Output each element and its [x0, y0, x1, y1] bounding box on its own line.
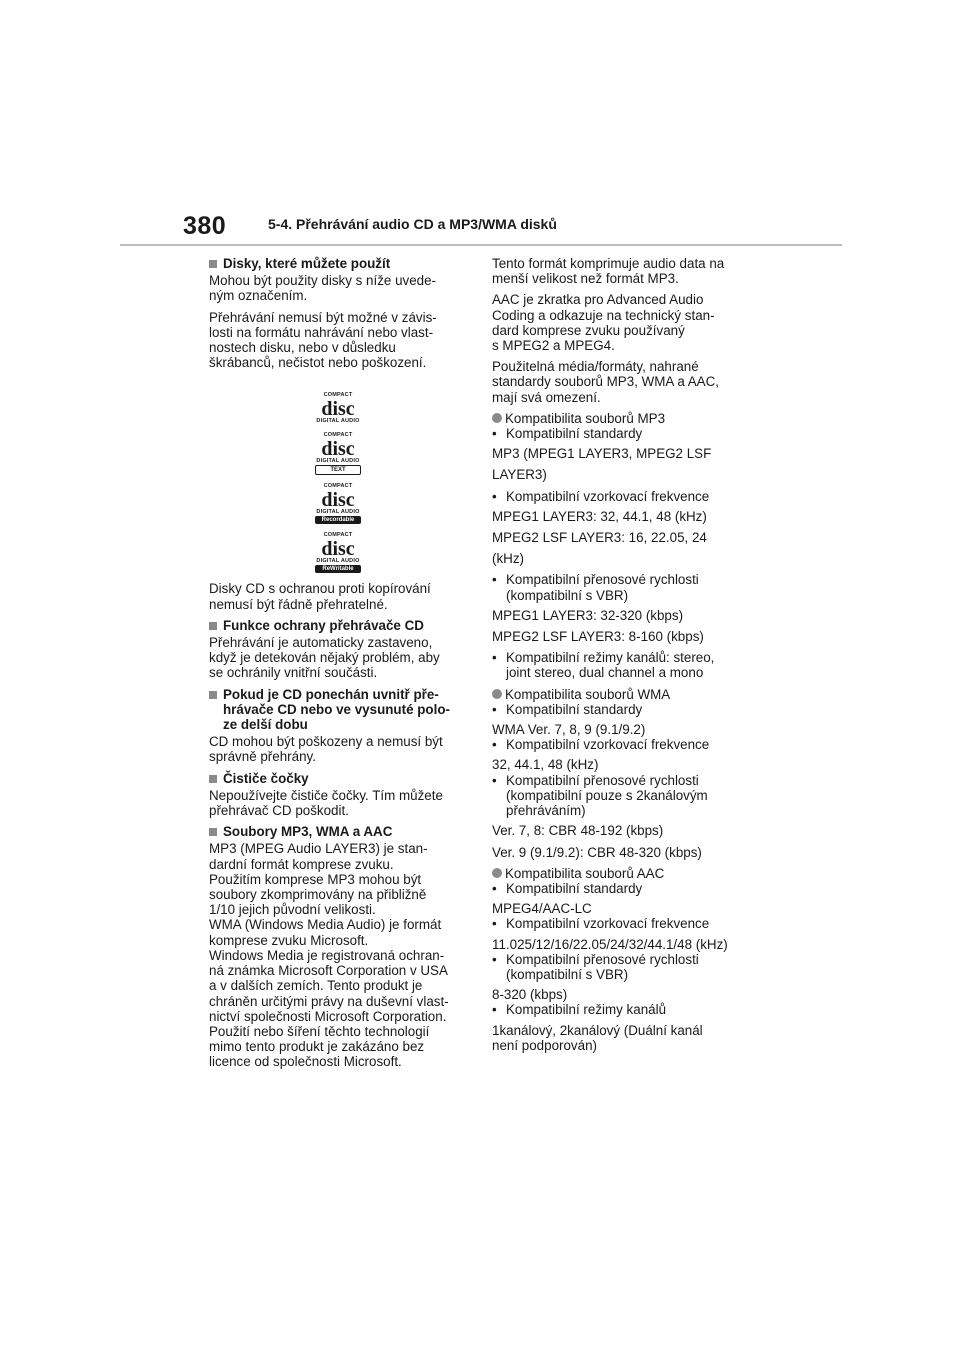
list-item: • Kompatibilní přenosové rychlosti (kompatibilní pouze s 2kanálovým přehráváním) — [492, 772, 708, 819]
value-text: WMA Ver. 7, 8, 9 (9.1/9.2) — [492, 722, 646, 738]
paragraph: CD mohou být poškozeny a nemusí být správně přehrány. — [209, 734, 443, 765]
list-item: • Kompatibilní přenosové rychlosti (kompatibilní s VBR) — [492, 951, 699, 982]
compact-disc-rewritable-logo: COMPACT disc DIGITAL AUDIO ReWritable — [316, 532, 360, 573]
compact-disc-recordable-logo: COMPACT disc DIGITAL AUDIO Recordable — [316, 483, 360, 524]
square-bullet-icon — [209, 828, 217, 836]
list-item: • Kompatibilní vzorkovací frekvence — [492, 488, 710, 504]
list-item: • Kompatibilní přenosové rychlosti (kompatibilní s VBR) — [492, 572, 699, 603]
heading-cd-protection: Funkce ochrany přehrávače CD — [209, 618, 469, 633]
value-text: LAYER3) — [492, 467, 547, 483]
aac-compatibility-heading: Kompatibilita souborů AAC — [492, 866, 754, 881]
disc-wordmark-icon — [315, 438, 361, 458]
value-text: (kHz) — [492, 551, 524, 567]
paragraph: Mohou být použity disky s níže uvede- ným označením. — [209, 273, 437, 304]
heading-lens-cleaners: Čističe čočky — [209, 771, 469, 786]
disc-logos — [315, 392, 469, 573]
list-item: • Kompatibilní standardy — [492, 880, 643, 896]
heading-cd-left-inside: Pokud je CD ponechán uvnitř pře- hrávače CD nebo ve vysunuté polo- ze delší dobu — [209, 687, 469, 733]
value-text: 32, 44.1, 48 (kHz) — [492, 757, 599, 773]
right-column — [492, 256, 754, 1059]
value-text: 1kanálový, 2kanálový (Duální kanál není podporován) — [492, 1022, 703, 1053]
disc-wordmark-icon — [315, 538, 361, 558]
disc-wordmark-icon — [315, 489, 361, 509]
paragraph: Přehrávání nemusí být možné v závis- losti na formátu nahrávání nebo vlast- nostech disku, nebo v důsledku škrábanců, nečistot nebo poškození. — [209, 309, 437, 371]
value-text: Ver. 9 (9.1/9.2): CBR 48-320 (kbps) — [492, 844, 702, 860]
list-item: • Kompatibilní režimy kanálů — [492, 1002, 667, 1018]
paragraph: Nepoužívejte čističe čočky. Tím můžete přehrávač CD poškodit. — [209, 787, 443, 819]
list-item: • Kompatibilní vzorkovací frekvence — [492, 737, 710, 753]
value-text: MPEG2 LSF LAYER3: 8-160 (kbps) — [492, 629, 704, 645]
value-text: MPEG1 LAYER3: 32-320 (kbps) — [492, 607, 684, 623]
paragraph: MP3 (MPEG Audio LAYER3) je stan- dardní formát komprese zvuku. Použitím komprese MP3 mohou být soubory zkomprimovány na přibližně 1/10 jejich původní velikosti. WMA (Windows Media Audio) je formát komprese zvuku Microsoft. Windows Media je registrovaná ochran- ná známka Microsoft Corporation v USA a v dalších zemích. Tento produkt je chráněn určitými právy na duševní vlast- nictví společnosti Microsoft Corporation. Použití nebo šíření těchto technologií mimo tento produkt je zakázáno bez licence od společnosti Microsoft. — [209, 841, 449, 1070]
list-item: • Kompatibilní standardy — [492, 426, 643, 442]
value-text: MP3 (MPEG1 LAYER3, MPEG2 LSF — [492, 446, 712, 462]
left-column — [209, 256, 469, 1070]
svg-text:disc: disc — [321, 438, 355, 459]
svg-text:disc: disc — [321, 398, 355, 419]
header-divider — [120, 244, 842, 246]
square-bullet-icon — [209, 260, 217, 268]
square-bullet-icon — [209, 622, 217, 630]
mp3-compatibility-heading: Kompatibilita souborů MP3 — [492, 411, 754, 426]
paragraph: Přehrávání je automaticky zastaveno, když je detekován nějaký problém, aby se ochránily vnitřní součásti. — [209, 635, 440, 681]
heading-mp3-wma-aac-files: Soubory MP3, WMA a AAC — [209, 824, 469, 839]
list-item: • Kompatibilní vzorkovací frekvence — [492, 916, 710, 932]
square-bullet-icon — [209, 775, 217, 783]
square-bullet-icon — [209, 691, 217, 699]
circle-bullet-icon — [492, 868, 502, 878]
value-text: 8-320 (kbps) — [492, 987, 568, 1003]
circle-bullet-icon — [492, 689, 502, 699]
svg-text:disc: disc — [321, 489, 355, 510]
list-item: • Kompatibilní standardy — [492, 701, 643, 717]
svg-text:disc: disc — [321, 538, 355, 559]
heading-usable-discs: Disky, které můžete použít — [209, 256, 469, 271]
wma-compatibility-heading: Kompatibilita souborů WMA — [492, 687, 754, 702]
paragraph: Disky CD s ochranou proti kopírování nemusí být řádně přehratelné. — [209, 581, 431, 612]
value-text: MPEG2 LSF LAYER3: 16, 22.05, 24 — [492, 530, 707, 546]
circle-bullet-icon — [492, 413, 502, 423]
compact-disc-logo: COMPACT disc DIGITAL AUDIO — [316, 392, 360, 425]
value-text: MPEG4/AAC-LC — [492, 901, 592, 917]
disc-wordmark-icon — [315, 398, 361, 418]
page-number: 380 — [183, 212, 227, 240]
paragraph: AAC je zkratka pro Advanced Audio Coding a odkazuje na technický stan- dard komprese zvuku používaný s MPEG2 a MPEG4. — [492, 292, 715, 354]
value-text: MPEG1 LAYER3: 32, 44.1, 48 (kHz) — [492, 508, 707, 524]
value-text: 11.025/12/16/22.05/24/32/44.1/48 (kHz) — [492, 936, 728, 952]
paragraph: Použitelná média/formáty, nahrané standardy souborů MP3, WMA a AAC, mají svá omezení. — [492, 359, 719, 405]
compact-disc-text-logo: COMPACT disc DIGITAL AUDIO TEXT — [316, 432, 360, 474]
section-title: 5-4. Přehrávání audio CD a MP3/WMA disků — [268, 216, 557, 232]
list-item: • Kompatibilní režimy kanálů: stereo, joint stereo, dual channel a mono — [492, 650, 715, 681]
paragraph: Tento formát komprimuje audio data na menší velikost než formát MP3. — [492, 256, 725, 287]
value-text: Ver. 7, 8: CBR 48-192 (kbps) — [492, 823, 664, 839]
